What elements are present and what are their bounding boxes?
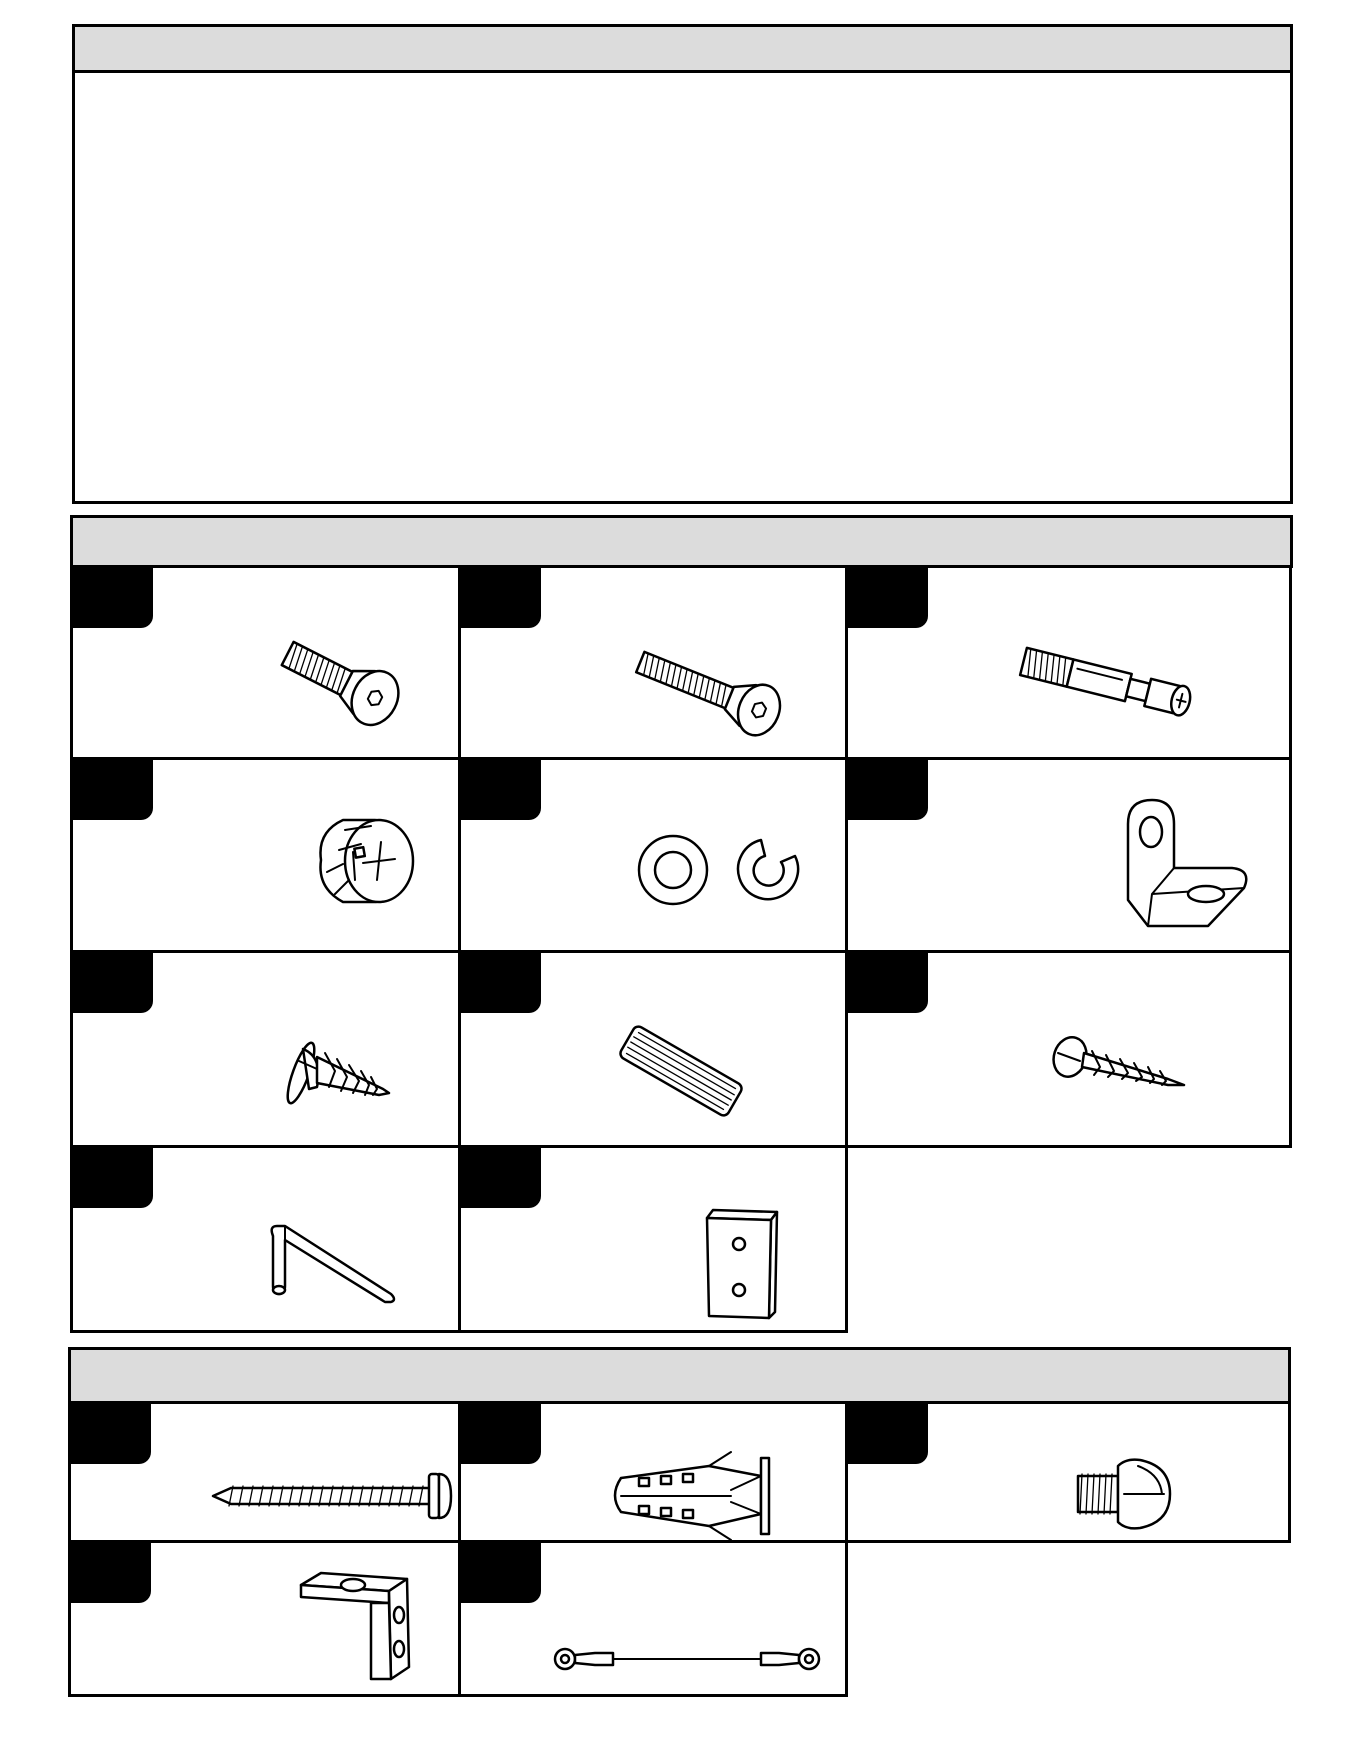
l-bracket-icon: [848, 760, 1295, 956]
hardware-item-8: [458, 950, 848, 1148]
wood-dowel-icon: [461, 953, 851, 1151]
wall-mount-item-2: [458, 1401, 848, 1543]
flat-head-hex-bolt-long-icon: [461, 568, 851, 763]
hardware-item-5: [458, 757, 848, 953]
pan-head-machine-screw-icon: [848, 1404, 1294, 1546]
hardware-item-7: [70, 950, 461, 1148]
wall-mount-item-4: [68, 1540, 461, 1697]
cam-bolt-icon: [848, 568, 1295, 763]
wall-mount-item-1: [68, 1401, 461, 1543]
hardware-item-6: [845, 757, 1292, 953]
hardware-panel-header: [73, 518, 1290, 571]
notes-panel-header: [75, 27, 1290, 73]
hardware-panel: [70, 515, 1293, 568]
wall-anchor-icon: [461, 1404, 851, 1546]
washer-head-screw-icon: [73, 953, 464, 1151]
allen-key-icon: [73, 1148, 464, 1336]
hardware-item-11: [458, 1145, 848, 1333]
wall-mount-item-5: [458, 1540, 848, 1697]
washer-and-lock-washer-icon: [461, 760, 851, 956]
safety-cable-icon: [461, 1543, 851, 1700]
hardware-item-10: [70, 1145, 461, 1333]
flat-head-hex-bolt-short-icon: [73, 568, 464, 763]
angle-bracket-icon: [71, 1543, 464, 1700]
hardware-item-1: [70, 565, 461, 760]
hardware-item-9: [845, 950, 1292, 1148]
hardware-item-3: [845, 565, 1292, 760]
hardware-item-4: [70, 757, 461, 953]
drilled-block-icon: [461, 1148, 851, 1336]
notes-panel: [72, 24, 1293, 504]
hardware-item-2: [458, 565, 848, 760]
round-head-wood-screw-icon: [848, 953, 1295, 1151]
wall-mount-item-3: [845, 1401, 1291, 1543]
cam-lock-icon: [73, 760, 464, 956]
wall-mount-panel-header: [71, 1350, 1288, 1407]
long-wall-screw-icon: [71, 1404, 464, 1546]
wall-mount-panel: [68, 1347, 1291, 1404]
